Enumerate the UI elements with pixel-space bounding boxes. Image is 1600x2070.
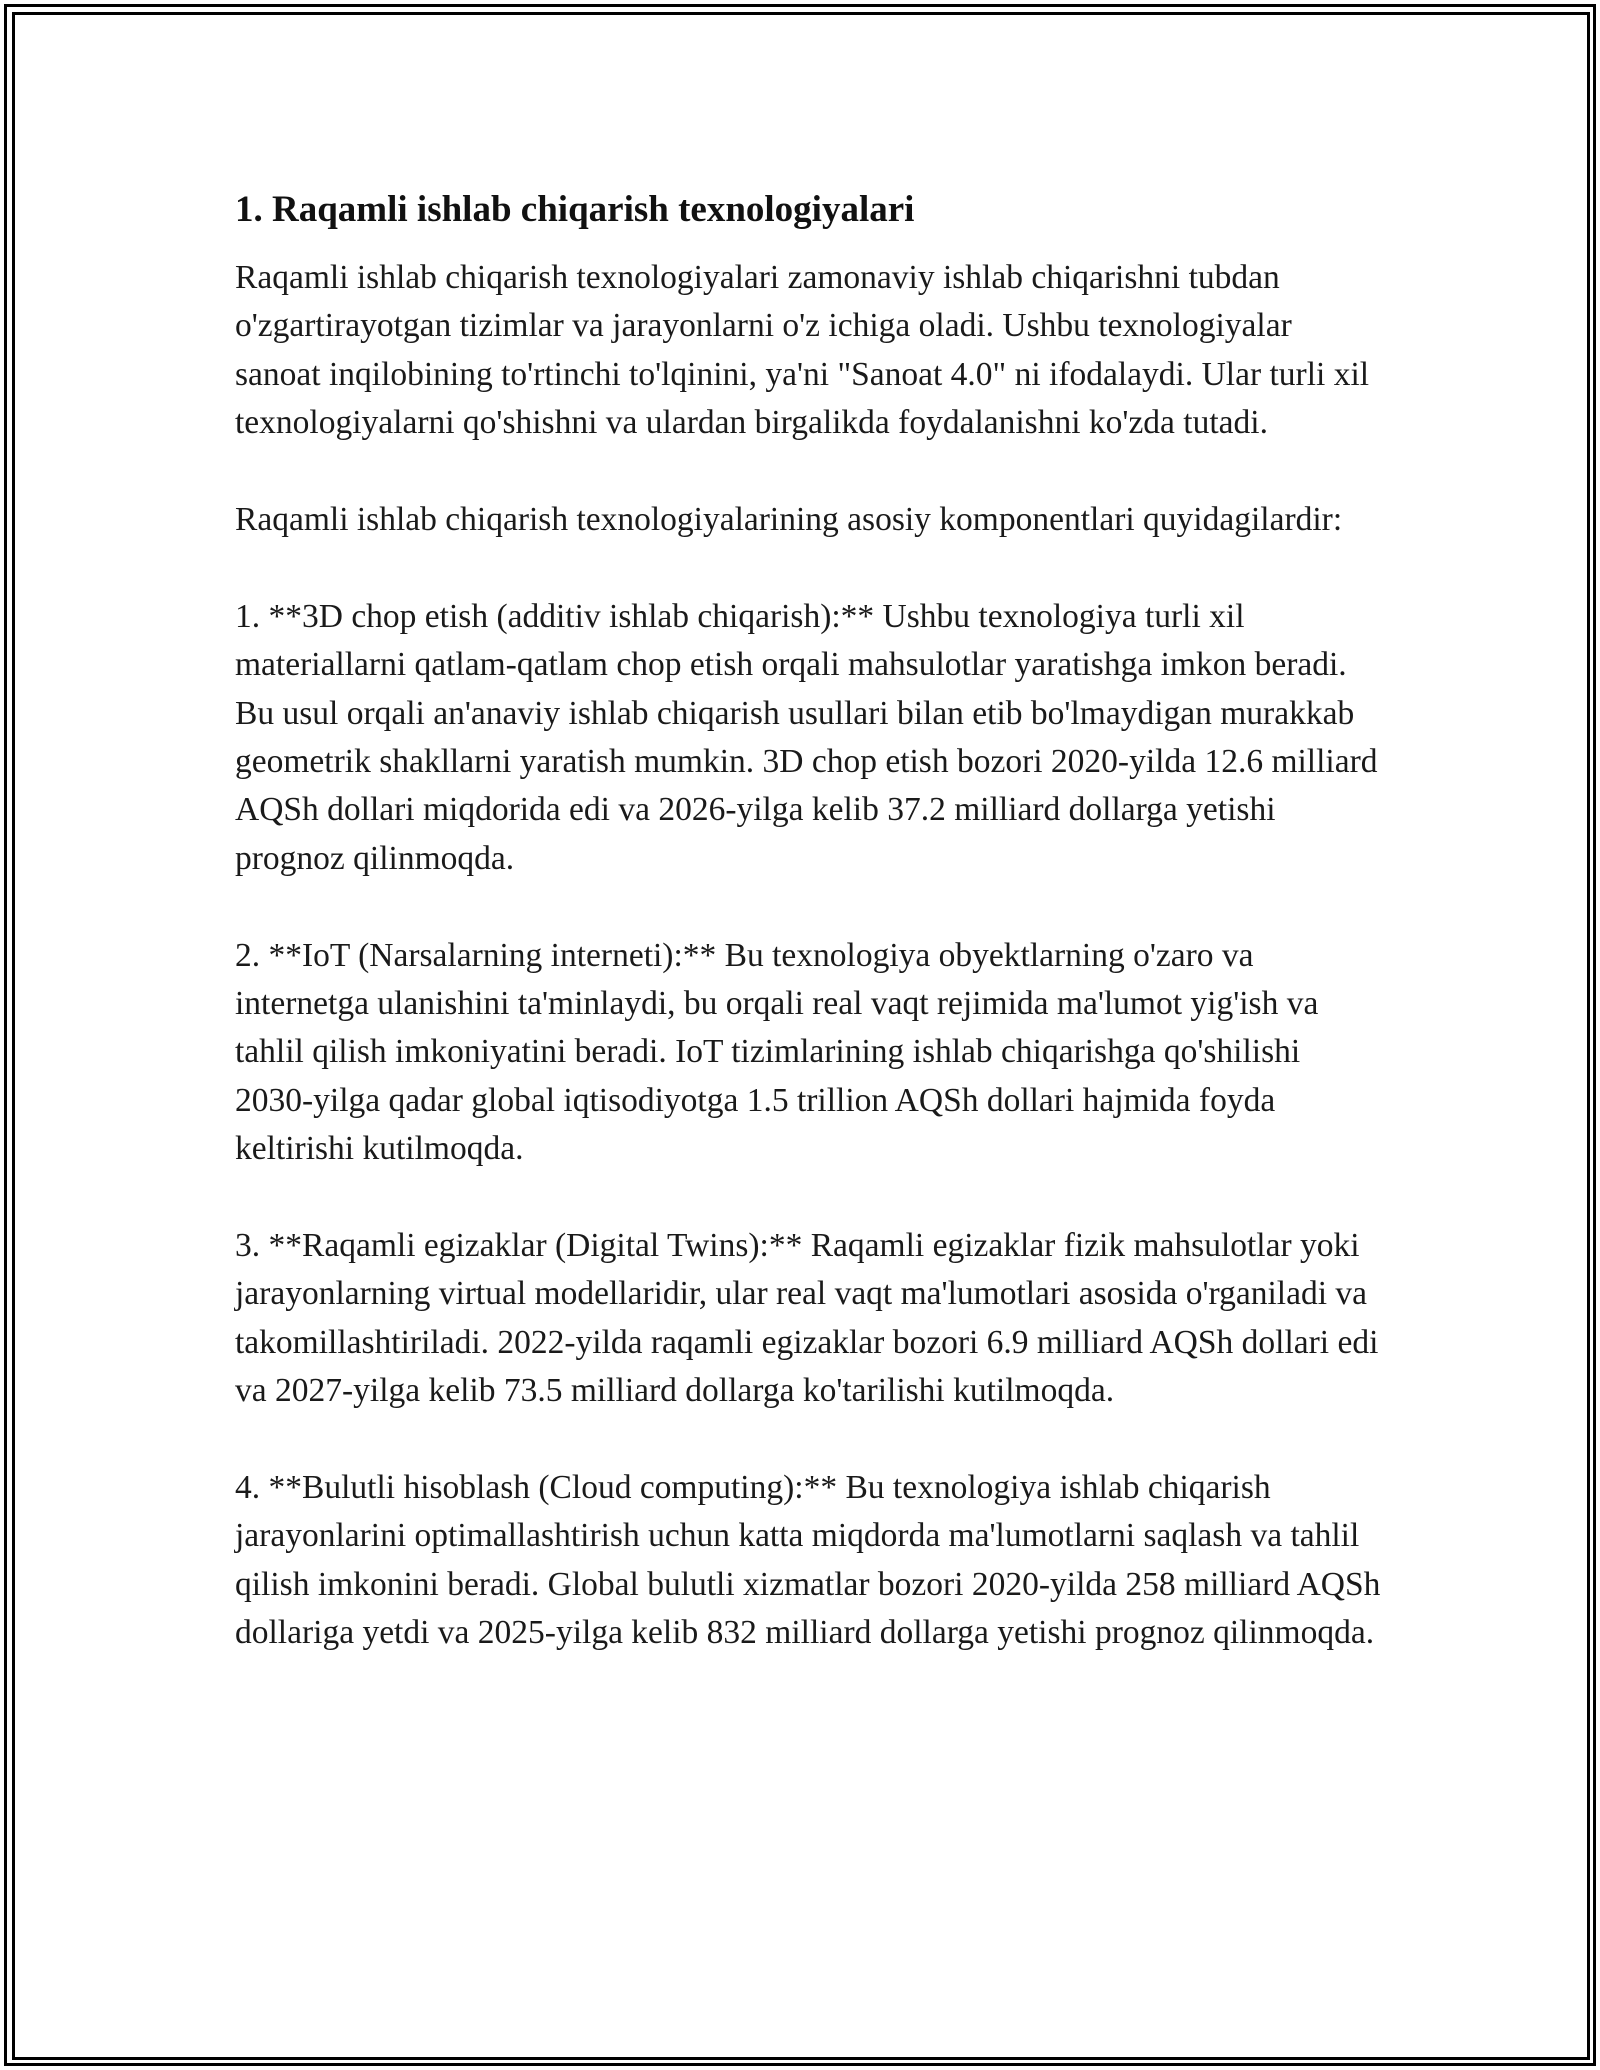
section-heading: 1. Raqamli ishlab chiqarish texnologiyalari xyxy=(235,189,915,230)
list-item-digital-twins: 3. **Raqamli egizaklar (Digital Twins):** Raqamli egizaklar fizik mahsulotlar yoki jarayonlarning virtual modellaridir, ular real vaqt ma'lumotlari asosida o'rganiladi va takomillashtiriladi. 2022-yilda raqamli egizaklar bozori 6.9 milliard AQSh dollari edi va 2027-yilga kelib 73.5 milliard dollarga ko'tarilishi kutilmoqda. xyxy=(235,1227,1379,1410)
components-intro-paragraph: Raqamli ishlab chiqarish texnologiyalarining asosiy komponentlari quyidagilardir: xyxy=(235,501,1343,539)
list-item-3d-printing: 1. **3D chop etish (additiv ishlab chiqarish):** Ushbu texnologiya turli xil materiallarni qatlam-qatlam chop etish orqali mahsulotlar yaratishga imkon beradi. Bu usul orqali an'anaviy ishlab chiqarish usullari bilan etib bo'lmaydigan murakkab geometrik shakllarni yaratish mumkin. 3D chop etish bozori 2020-yilda 12.6 milliard AQSh dollari miqdorida edi va 2026-yilga kelib 37.2 milliard dollarga yetishi prognoz qilinmoqda. xyxy=(235,597,1378,877)
document-body xyxy=(235,186,1385,1706)
list-item-iot: 2. **IoT (Narsalarning interneti):** Bu texnologiya obyektlarning o'zaro va internetga ulanishini ta'minlaydi, bu orqali real vaqt rejimida ma'lumot yig'ish va tahlil qilish imkoniyatini beradi. IoT tizimlarining ishlab chiqarishga qo'shilishi 2030-yilga qadar global iqtisodiyotga 1.5 trillion AQSh dollari hajmida foyda keltirishi kutilmoqda. xyxy=(235,936,1319,1168)
list-item-cloud-computing: 4. **Bulutli hisoblash (Cloud computing):** Bu texnologiya ishlab chiqarish jarayonlarini optimallashtirish uchun katta miqdorda ma'lumotlarni saqlash va tahlil qilish imkonini beradi. Global bulutli xizmatlar bozori 2020-yilda 258 milliard AQSh dollariga yetdi va 2025-yilga kelib 832 milliard dollarga yetishi prognoz qilinmoqda. xyxy=(235,1469,1381,1652)
intro-paragraph: Raqamli ishlab chiqarish texnologiyalari zamonaviy ishlab chiqarishni tubdan o'zgartirayotgan tizimlar va jarayonlarni o'z ichiga oladi. Ushbu texnologiyalar sanoat inqilobining to'rtinchi to'lqinini, ya'ni "Sanoat 4.0" ni ifodalaydi. Ular turli xil texnologiyalarni qo'shishni va ulardan birgalikda foydalanishni ko'zda tutadi. xyxy=(235,259,1370,442)
